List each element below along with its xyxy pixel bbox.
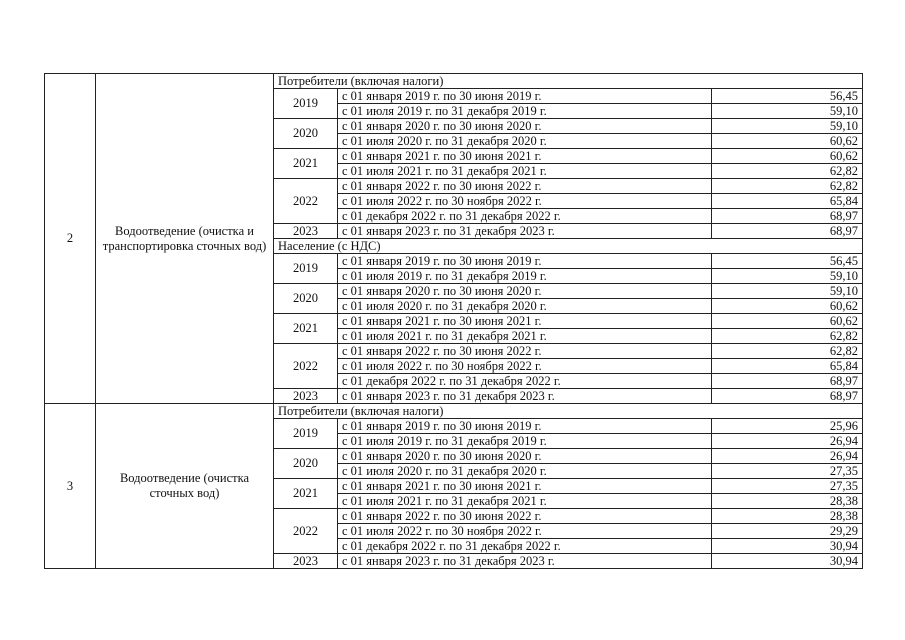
tariff-value-cell: 60,62: [712, 149, 863, 164]
period-cell: с 01 июля 2019 г. по 31 декабря 2019 г.: [338, 269, 712, 284]
service-name: Водоотведение (очистка сточных вод): [96, 404, 274, 569]
year-cell: 2023: [274, 224, 338, 239]
year-cell: 2020: [274, 284, 338, 314]
tariff-value-cell: 28,38: [712, 494, 863, 509]
period-cell: с 01 июля 2019 г. по 31 декабря 2019 г.: [338, 434, 712, 449]
period-cell: с 01 июля 2022 г. по 30 ноября 2022 г.: [338, 194, 712, 209]
tariff-value-cell: 65,84: [712, 359, 863, 374]
tariff-value-cell: 30,94: [712, 539, 863, 554]
tariff-value-cell: 28,38: [712, 509, 863, 524]
tariff-value-cell: 59,10: [712, 284, 863, 299]
consumer-group-title: Население (с НДС): [274, 239, 863, 254]
year-cell: 2023: [274, 554, 338, 569]
tariff-value-cell: 65,84: [712, 194, 863, 209]
period-cell: с 01 декабря 2022 г. по 31 декабря 2022 г.: [338, 374, 712, 389]
year-cell: 2022: [274, 179, 338, 224]
period-cell: с 01 января 2023 г. по 31 декабря 2023 г.: [338, 554, 712, 569]
tariff-value-cell: 62,82: [712, 329, 863, 344]
period-cell: с 01 июля 2021 г. по 31 декабря 2021 г.: [338, 164, 712, 179]
year-cell: 2019: [274, 419, 338, 449]
year-cell: 2020: [274, 449, 338, 479]
tariff-value-cell: 68,97: [712, 209, 863, 224]
tariff-value-cell: 56,45: [712, 89, 863, 104]
period-cell: с 01 июля 2019 г. по 31 декабря 2019 г.: [338, 104, 712, 119]
period-cell: с 01 июля 2022 г. по 30 ноября 2022 г.: [338, 359, 712, 374]
section-number: 2: [45, 74, 96, 404]
period-cell: с 01 июля 2022 г. по 30 ноября 2022 г.: [338, 524, 712, 539]
group-header-row: [45, 74, 863, 89]
period-cell: с 01 января 2020 г. по 30 июня 2020 г.: [338, 119, 712, 134]
period-cell: с 01 декабря 2022 г. по 31 декабря 2022 г.: [338, 209, 712, 224]
period-cell: с 01 января 2023 г. по 31 декабря 2023 г.: [338, 389, 712, 404]
group-header-row: [45, 404, 863, 419]
period-cell: с 01 января 2019 г. по 30 июня 2019 г.: [338, 89, 712, 104]
year-cell: 2019: [274, 89, 338, 119]
tariff-value-cell: 59,10: [712, 104, 863, 119]
consumer-group-title: Потребители (включая налоги): [274, 74, 863, 89]
period-cell: с 01 января 2019 г. по 30 июня 2019 г.: [338, 254, 712, 269]
year-cell: 2022: [274, 344, 338, 389]
tariff-value-cell: 62,82: [712, 164, 863, 179]
period-cell: с 01 января 2020 г. по 30 июня 2020 г.: [338, 284, 712, 299]
tariff-value-cell: 29,29: [712, 524, 863, 539]
tariff-value-cell: 26,94: [712, 434, 863, 449]
tariff-value-cell: 68,97: [712, 224, 863, 239]
period-cell: с 01 января 2019 г. по 30 июня 2019 г.: [338, 419, 712, 434]
period-cell: с 01 января 2021 г. по 30 июня 2021 г.: [338, 314, 712, 329]
tariff-value-cell: 25,96: [712, 419, 863, 434]
year-cell: 2021: [274, 479, 338, 509]
year-cell: 2022: [274, 509, 338, 554]
year-cell: 2021: [274, 149, 338, 179]
tariff-value-cell: 68,97: [712, 374, 863, 389]
year-cell: 2019: [274, 254, 338, 284]
tariff-value-cell: 30,94: [712, 554, 863, 569]
period-cell: с 01 января 2023 г. по 31 декабря 2023 г.: [338, 224, 712, 239]
tariff-value-cell: 60,62: [712, 314, 863, 329]
period-cell: с 01 июля 2020 г. по 31 декабря 2020 г.: [338, 134, 712, 149]
tariff-value-cell: 27,35: [712, 464, 863, 479]
tariff-value-cell: 26,94: [712, 449, 863, 464]
period-cell: с 01 июля 2020 г. по 31 декабря 2020 г.: [338, 299, 712, 314]
year-cell: 2021: [274, 314, 338, 344]
tariff-value-cell: 59,10: [712, 119, 863, 134]
tariff-value-cell: 60,62: [712, 299, 863, 314]
tariff-table: [44, 73, 863, 569]
tariff-value-cell: 62,82: [712, 179, 863, 194]
period-cell: с 01 декабря 2022 г. по 31 декабря 2022 г.: [338, 539, 712, 554]
period-cell: с 01 июля 2021 г. по 31 декабря 2021 г.: [338, 329, 712, 344]
period-cell: с 01 января 2022 г. по 30 июня 2022 г.: [338, 344, 712, 359]
period-cell: с 01 июля 2020 г. по 31 декабря 2020 г.: [338, 464, 712, 479]
period-cell: с 01 января 2021 г. по 30 июня 2021 г.: [338, 479, 712, 494]
tariff-value-cell: 59,10: [712, 269, 863, 284]
service-name: Водоотведение (очистка и транспортировка сточных вод): [96, 74, 274, 404]
year-cell: 2023: [274, 389, 338, 404]
tariff-value-cell: 62,82: [712, 344, 863, 359]
period-cell: с 01 января 2022 г. по 30 июня 2022 г.: [338, 509, 712, 524]
tariff-value-cell: 68,97: [712, 389, 863, 404]
period-cell: с 01 января 2020 г. по 30 июня 2020 г.: [338, 449, 712, 464]
section-number: 3: [45, 404, 96, 569]
consumer-group-title: Потребители (включая налоги): [274, 404, 863, 419]
tariff-value-cell: 60,62: [712, 134, 863, 149]
tariff-table-body: [45, 74, 863, 569]
tariff-value-cell: 56,45: [712, 254, 863, 269]
tariff-value-cell: 27,35: [712, 479, 863, 494]
period-cell: с 01 января 2022 г. по 30 июня 2022 г.: [338, 179, 712, 194]
period-cell: с 01 июля 2021 г. по 31 декабря 2021 г.: [338, 494, 712, 509]
year-cell: 2020: [274, 119, 338, 149]
period-cell: с 01 января 2021 г. по 30 июня 2021 г.: [338, 149, 712, 164]
